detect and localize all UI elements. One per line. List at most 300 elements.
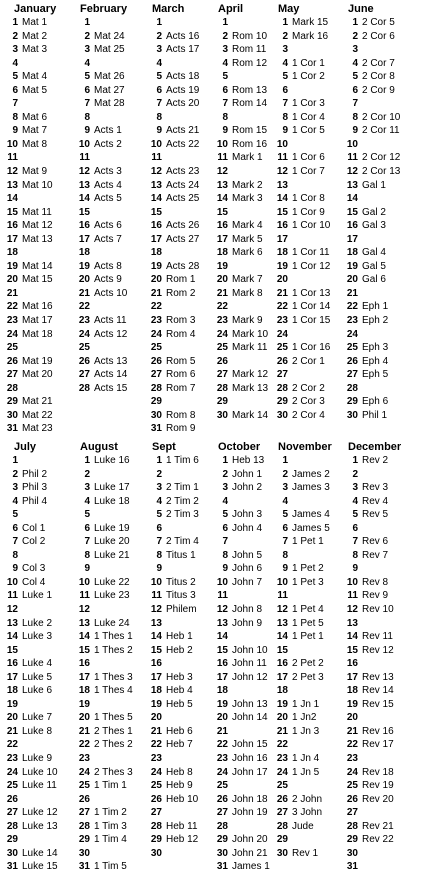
day-number: 23 [276,315,288,327]
day-number: 24 [6,328,18,340]
day-row [4,179,56,193]
day-number: 18 [276,685,288,697]
day-row [4,355,56,369]
day-row [4,684,58,698]
day-number: 8 [222,111,228,123]
day-number: 22 [216,301,228,313]
day-number: 20 [216,274,228,286]
reading-reference: Rom 15 [232,125,268,137]
day-row [274,508,332,522]
day-number: 11 [217,152,228,164]
month-column-february [76,2,127,395]
reading-reference: 2 Tim 3 [166,509,199,521]
reading-reference: Mat 10 [22,179,53,191]
day-number: 28 [78,382,90,394]
day-number: 8 [12,111,18,123]
day-row [4,820,58,834]
day-row [76,725,133,739]
day-row [274,481,332,495]
day-row [214,382,268,396]
reading-reference: 1 Jn 3 [292,725,320,737]
day-number: 6 [84,84,90,96]
day-number: 17 [78,233,90,245]
day-number: 8 [84,549,90,561]
day-number: 1 [156,17,162,28]
day-row [274,70,330,84]
reading-reference: Acts 4 [94,179,122,191]
day-number: 25 [216,342,228,354]
reading-reference: Mat 20 [22,369,53,381]
reading-reference: Mat 12 [22,220,53,232]
day-number: 4 [222,57,228,69]
reading-reference: 2 Cor 9 [362,84,395,96]
day-row [344,355,400,369]
day-number: 29 [346,834,358,846]
day-number: 6 [12,522,18,534]
day-row [4,246,56,260]
day-row [148,124,199,138]
day-row [148,422,199,436]
reading-reference: Rom 14 [232,98,268,110]
reading-reference: Mat 25 [94,44,125,56]
day-row [4,368,56,382]
day-row [344,409,400,423]
day-row [76,300,127,314]
day-row [214,644,270,658]
day-number: 22 [150,301,162,313]
day-number: 17 [346,671,358,683]
day-number: 13 [150,179,162,191]
day-number: 16 [6,658,18,670]
month-heading: January [14,3,57,15]
reading-reference: Acts 27 [166,233,200,245]
day-number: 3 [84,44,90,56]
reading-reference: 2 Cor 12 [362,152,401,164]
reading-reference: 2 Cor 7 [362,57,395,69]
day-row [274,698,332,712]
day-row [4,300,56,314]
day-number: 9 [352,563,358,575]
reading-reference: Mat 22 [22,409,53,421]
reading-reference: Acts 19 [166,84,200,96]
month-column-november [274,440,332,860]
day-row [4,468,58,482]
reading-reference: Acts 5 [94,193,122,205]
reading-reference: Mark 10 [232,328,269,340]
day-number: 25 [346,342,358,354]
day-number: 26 [346,355,358,367]
day-row [148,84,199,98]
day-row [148,820,199,834]
day-row [76,535,133,549]
day-number: 28 [276,382,288,394]
day-number: 17 [276,233,288,245]
day-row [344,368,400,382]
day-number: 19 [78,260,90,272]
day-row [4,779,58,793]
day-number: 7 [156,98,162,110]
day-number: 11 [277,152,288,164]
day-row [4,671,58,685]
day-row [76,684,133,698]
day-number: 14 [346,193,358,205]
day-row [214,671,270,685]
day-row [4,549,58,563]
reading-reference: Mat 5 [22,84,48,96]
day-row [214,219,268,233]
day-number: 7 [352,536,358,548]
day-row [76,711,133,725]
day-number: 12 [150,604,162,616]
day-number: 13 [78,179,90,191]
day-number: 12 [6,166,18,178]
day-number: 2 [352,30,358,42]
day-number: 4 [282,57,288,69]
day-number: 10 [150,138,162,150]
day-row [214,725,270,739]
day-row [344,300,400,314]
day-number: 1 [222,17,228,28]
day-row [76,603,133,617]
day-number: 20 [150,274,162,286]
day-number: 15 [216,644,228,656]
reading-reference: Rom 4 [166,328,196,340]
day-row [76,481,133,495]
reading-reference: Rom 6 [166,369,196,381]
day-number: 2 [84,30,90,42]
day-row [76,151,127,165]
day-number: 13 [78,617,90,629]
day-number: 31 [78,861,90,873]
day-number: 27 [346,807,358,819]
day-row [344,589,401,603]
reading-reference: Titus 2 [166,576,196,588]
day-row [76,738,133,752]
day-number: 9 [12,125,18,137]
day-row [148,30,199,44]
reading-reference: John 2 [232,482,263,494]
day-row [148,16,199,30]
day-row [344,725,401,739]
day-number: 23 [346,315,358,327]
day-number: 10 [216,138,228,150]
month-column-january [4,2,56,436]
day-number: 20 [276,712,288,724]
day-row [4,219,56,233]
day-row [76,97,127,111]
day-row [344,395,400,409]
day-row [148,409,199,423]
day-row [344,260,400,274]
day-number: 3 [12,482,18,494]
reading-reference: Gal 6 [362,274,386,286]
reading-reference: 1 Pet 1 [292,536,324,548]
day-row [76,43,127,57]
reading-reference: John 10 [232,644,268,656]
day-number: 5 [12,509,18,521]
day-number: 11 [79,152,90,164]
day-number: 15 [78,206,90,218]
reading-reference: 1 Tim 2 [94,807,127,819]
day-number: 14 [78,193,90,205]
day-number: 9 [282,125,288,137]
day-row [214,495,270,509]
day-number: 8 [156,111,162,123]
reading-reference: 1 Jn 4 [292,753,320,765]
month-column-august [76,440,133,874]
day-row [214,138,268,152]
reading-reference: Heb 8 [166,766,193,778]
month-column-october [214,440,270,874]
reading-reference: Mark 7 [232,274,263,286]
reading-reference: 2 Cor 10 [362,111,401,123]
day-number: 3 [282,482,288,494]
reading-reference: John 15 [232,739,268,751]
day-number: 25 [150,780,162,792]
reading-reference: Mat 17 [22,315,53,327]
reading-reference: Mat 2 [22,30,48,42]
day-number: 4 [352,57,358,69]
day-number: 3 [84,482,90,494]
reading-reference: Acts 13 [94,355,128,367]
day-number: 16 [150,658,162,670]
day-row [148,43,199,57]
day-row [4,422,56,436]
day-number: 21 [150,725,162,737]
reading-reference: Mark 2 [232,179,263,191]
day-row [214,657,270,671]
day-row [4,589,58,603]
day-number: 21 [346,725,358,737]
reading-reference: Luke 7 [22,712,53,724]
reading-reference: Rom 10 [232,30,268,42]
day-row [274,124,330,138]
day-number: 22 [6,301,18,313]
day-row [76,522,133,536]
reading-reference: 1 Pet 1 [292,631,324,643]
reading-reference: Rev 3 [362,482,389,494]
day-row [4,562,58,576]
reading-reference: Mat 19 [22,355,53,367]
reading-reference: Acts 16 [166,30,200,42]
day-row [274,779,332,793]
day-number: 13 [276,617,288,629]
day-number: 15 [276,644,288,656]
day-number: 10 [276,576,288,588]
day-number: 7 [282,536,288,548]
day-number: 14 [78,631,90,643]
day-number: 5 [84,509,90,521]
day-number: 16 [78,658,90,670]
reading-reference: 2 Thes 3 [94,766,133,778]
day-row [148,684,199,698]
reading-reference: Mat 7 [22,125,48,137]
day-number: 12 [216,604,228,616]
day-row [214,287,268,301]
day-row [274,30,330,44]
day-row [274,151,330,165]
day-row [274,273,330,287]
day-number: 6 [222,84,228,96]
day-row [76,752,133,766]
day-number: 11 [347,152,358,164]
day-row [148,287,199,301]
day-row [76,246,127,260]
day-number: 4 [282,495,288,507]
day-row [214,481,270,495]
day-number: 11 [347,590,358,602]
day-number: 17 [6,671,18,683]
day-row [344,806,401,820]
day-number: 29 [216,396,228,408]
reading-reference: Acts 7 [94,233,122,245]
day-number: 16 [216,658,228,670]
reading-reference: Mat 16 [22,301,53,313]
day-row [4,630,58,644]
day-number: 19 [216,698,228,710]
month-column-july [4,440,58,874]
day-number: 27 [276,369,288,381]
day-row [148,57,199,71]
day-number: 29 [276,396,288,408]
day-row [344,562,401,576]
day-row [4,43,56,57]
day-number: 5 [222,71,228,83]
day-row [274,246,330,260]
month-column-march [148,2,199,436]
day-number: 16 [346,658,358,670]
day-row [214,260,268,274]
day-row [274,671,332,685]
day-number: 24 [78,328,90,340]
reading-reference: Mat 13 [22,233,53,245]
reading-reference: Luke 18 [94,495,130,507]
day-row [214,752,270,766]
day-number: 8 [282,549,288,561]
day-number: 26 [216,355,228,367]
reading-reference: Eph 1 [362,301,389,313]
day-row [344,206,400,220]
day-number: 26 [216,793,228,805]
day-row [76,219,127,233]
day-row [214,711,270,725]
day-row [4,165,56,179]
reading-reference: Mark 14 [232,409,269,421]
day-number: 24 [150,328,162,340]
day-number: 13 [216,617,228,629]
month-heading: June [348,3,374,15]
day-number: 7 [282,98,288,110]
reading-reference: Luke 8 [22,725,53,737]
reading-reference: Luke 2 [22,617,53,629]
day-row [148,671,199,685]
day-number: 18 [346,247,358,259]
day-number: 14 [276,631,288,643]
day-number: 5 [282,509,288,521]
day-number: 16 [276,658,288,670]
reading-reference: Mat 6 [22,111,48,123]
day-row [274,179,330,193]
day-row [148,698,199,712]
reading-reference: Rev 22 [362,834,394,846]
month-heading: March [152,3,185,15]
day-number: 24 [216,766,228,778]
day-number: 25 [150,342,162,354]
month-heading: August [80,441,118,453]
reading-reference: 1 Cor 4 [292,111,325,123]
day-number: 29 [276,834,288,846]
day-row [214,549,270,563]
day-row [344,124,400,138]
reading-reference: Luke 19 [94,522,130,534]
day-number: 9 [352,125,358,137]
day-number: 6 [282,522,288,534]
day-number: 10 [78,138,90,150]
reading-reference: Acts 9 [94,274,122,286]
day-row [274,43,330,57]
day-row [344,820,401,834]
day-number: 20 [346,274,358,286]
day-number: 17 [216,671,228,683]
reading-reference: Col 2 [22,536,46,548]
day-row [214,192,268,206]
day-row [214,206,268,220]
day-number: 12 [216,166,228,178]
day-row [4,535,58,549]
day-number: 2 [12,30,18,42]
day-row [76,820,133,834]
reading-reference: 2 Cor 8 [362,71,395,83]
reading-reference: 2 Thes 1 [94,725,133,737]
day-number: 1 [156,455,162,466]
reading-reference: Mat 27 [94,84,125,96]
day-row [76,273,127,287]
day-row [148,97,199,111]
day-row [4,273,56,287]
month-heading: November [278,441,332,453]
reading-reference: 1 Cor 15 [292,315,331,327]
day-row [4,97,56,111]
reading-reference: Heb 5 [166,698,193,710]
day-row [344,273,400,287]
day-row [76,206,127,220]
day-number: 15 [6,206,18,218]
day-row [214,151,268,165]
day-number: 21 [276,725,288,737]
reading-reference: Acts 12 [94,328,128,340]
day-number: 6 [352,84,358,96]
day-row [344,43,400,57]
day-row [4,395,56,409]
month-heading: April [218,3,244,15]
day-row [76,806,133,820]
reading-reference: Mark 9 [232,315,263,327]
day-row [214,395,268,409]
reading-reference: John 18 [232,793,268,805]
reading-reference: Acts 24 [166,179,200,191]
month-column-sept [148,440,199,860]
reading-reference: Rev 21 [362,820,394,832]
day-number: 27 [6,369,18,381]
day-row [274,260,330,274]
day-number: 21 [216,725,228,737]
day-row [4,860,58,874]
reading-reference: Luke 14 [22,847,58,859]
day-row [214,454,270,468]
day-row [344,70,400,84]
reading-reference: 2 Thes 2 [94,739,133,751]
day-row [148,70,199,84]
